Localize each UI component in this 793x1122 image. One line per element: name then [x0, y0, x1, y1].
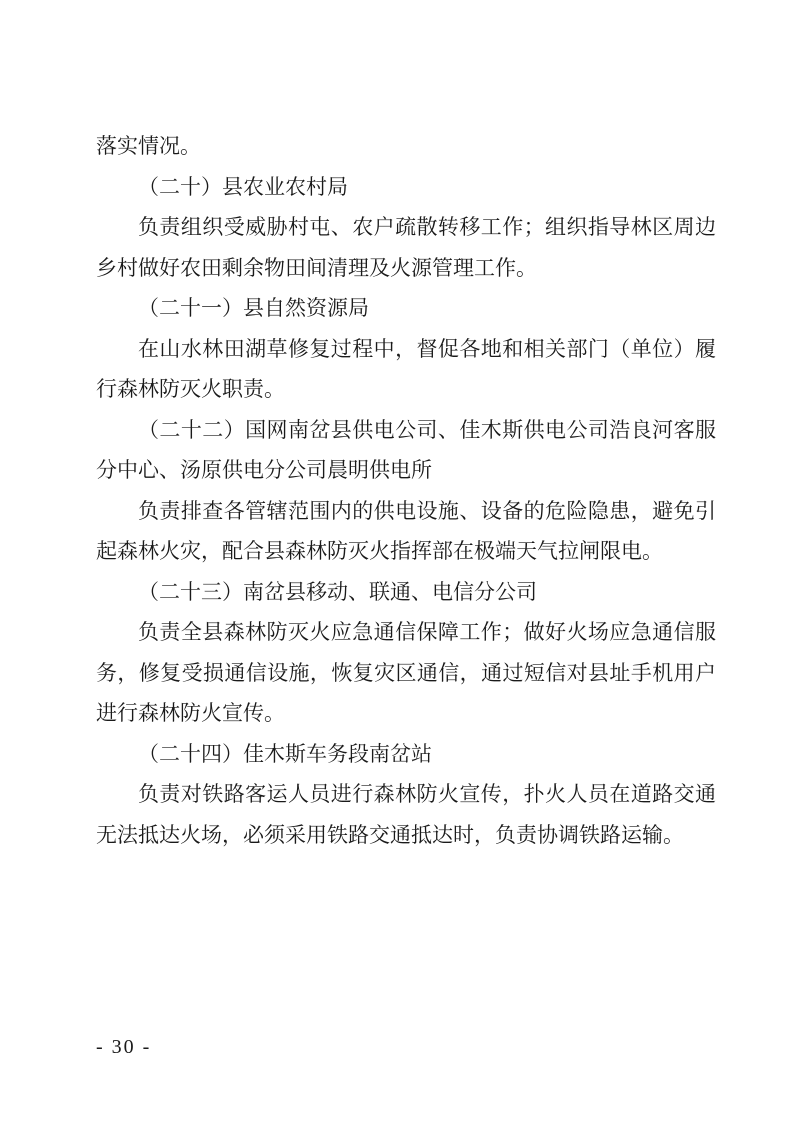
section-heading: （二十一）县自然资源局	[138, 296, 369, 320]
document-body	[96, 126, 716, 855]
page-number: - 30 -	[96, 1036, 152, 1058]
paragraph-continued: 落实情况。	[96, 134, 201, 158]
section-body: 负责对铁路客运人员进行森林防火宣传，扑火人员在道路交通无法抵达火场，必须采用铁路交通抵达时，负责协调铁路运输。	[96, 782, 716, 847]
section-heading: （二十四）佳木斯车务段南岔站	[138, 741, 432, 766]
section-heading: （二十）县农业农村局	[138, 174, 348, 199]
section-body: 负责排查各管辖范围内的供电设施、设备的危险隐患，避免引起森林火灾，配合县森林防灭火指挥部在极端天气拉闸限电。	[96, 498, 716, 563]
section-body: 负责组织受威胁村屯、农户疏散转移工作；组织指导林区周边乡村做好农田剩余物田间清理及火源管理工作。	[96, 215, 716, 280]
section-heading: （二十二）国网南岔县供电公司、佳木斯供电公司浩良河客服分中心、汤原供电分公司晨明供电所	[96, 417, 716, 482]
section-heading: （二十三）南岔县移动、联通、电信分公司	[138, 579, 537, 604]
section-body: 在山水林田湖草修复过程中，督促各地和相关部门（单位）履行森林防灭火职责。	[96, 336, 716, 401]
section-body: 负责全县森林防灭火应急通信保障工作；做好火场应急通信服务，修复受损通信设施，恢复灾区通信，通过短信对县址手机用户进行森林防火宣传。	[96, 620, 716, 725]
